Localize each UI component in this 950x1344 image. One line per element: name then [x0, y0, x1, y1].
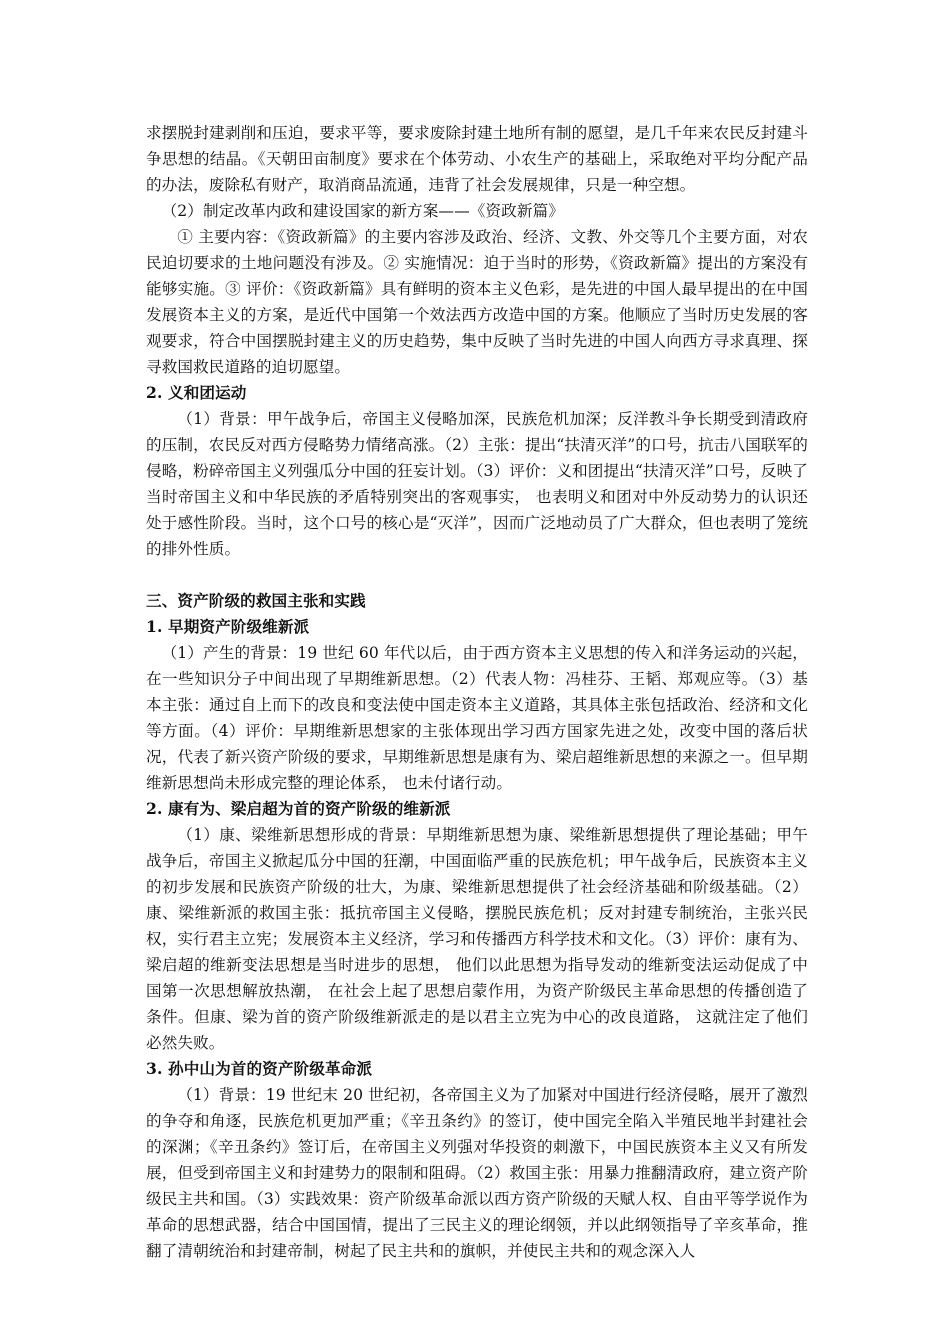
paragraph-zizheng-xinpian: ① 主要内容：《资政新篇》的主要内容涉及政治、经济、文教、外交等几个主要方面，对农民迫切要求的土地问题没有涉及。② 实施情况：迫于当时的形势，《资政新篇》提出的方案没有能够实施。③ 评价：《资政新篇》具有鲜明的资本主义色彩，是先进的中国人最早提出的在中国发展资本主义的方案，是近代中国第一个效法西方改造中国的方案。他顺应了当时历史发展的客观要求，符合中国摆脱封建主义的历史趋势，集中反映了当时先进的中国人向西方寻求真理、探寻救国救民道路的迫切愿望。: [146, 228, 808, 376]
paragraph-boxer-movement: （1）背景：甲午战争后，帝国主义侵略加深，民族危机加深；反洋教斗争长期受到清政府的压制，农民反对西方侵略势力情绪高涨。（2）主张：提出“扶清灭洋”的口号，抗击八国联军的侵略，粉碎帝国主义列强瓜分中国的狂妄计划。（3）评价：义和团提出“扶清灭洋”口号，反映了当时帝国主义和中华民族的矛盾特别突出的客观事实， 也表明义和团对中外反动势力的认识还处于感性阶段。当时，这个口号的核心是“灭洋”，因而广泛地动员了广大群众，但也表明了笼统的排外性质。: [146, 410, 808, 558]
paragraph-early-reformists: （1）产生的背景：19 世纪 60 年代以后，由于西方资本主义思想的传入和洋务运动的兴起，在一些知识分子中间出现了早期维新思想。（2）代表人物：冯桂芬、王韬、郑观应等。（3）基本主张：通过自上而下的改良和变法使中国走资本主义道路，其具体主张包括政治、经济和文化等方面。（4）评价：早期维新思想家的主张体现出学习西方国家先进之处，改变中国的落后状况，代表了新兴资产阶级的要求，早期维新思想是康有为、梁启超维新思想的来源之一。但早期维新思想尚未形成完整的理论体系， 也未付诸行动。: [146, 644, 808, 792]
heading-kang-liang: 2. 康有为、梁启超为首的资产阶级的维新派: [146, 799, 451, 818]
section-title-bourgeois: 三、资产阶级的救国主张和实践: [146, 591, 366, 610]
heading-early-reformists: 1. 早期资产阶级维新派: [146, 617, 310, 636]
heading-sun-yatsen: 3. 孙中山为首的资产阶级革命派: [146, 1059, 373, 1078]
document-page: [146, 120, 808, 1264]
paragraph-taiping-evaluation: 求摆脱封建剥削和压迫，要求平等，要求废除封建土地所有制的愿望，是几千年来农民反封建斗争思想的结晶。《天朝田亩制度》要求在个体劳动、小农生产的基础上，采取绝对平均分配产品的办法，废除私有财产，取消商品流通，违背了社会发展规律，只是一种空想。: [146, 124, 808, 194]
blank-line: [146, 562, 808, 588]
paragraph-kang-liang: （1）康、梁维新思想形成的背景：早期维新思想为康、梁维新思想提供了理论基础；甲午战争后，帝国主义掀起瓜分中国的狂潮，中国面临严重的民族危机；甲午战争后，民族资本主义的初步发展和民族资产阶级的壮大，为康、梁维新思想提供了社会经济基础和阶级基础。（2）康、梁维新派的救国主张：抵抗帝国主义侵略，摆脱民族危机；反对封建专制统治，主张兴民权，实行君主立宪；发展资本主义经济，学习和传播西方科学技术和文化。（3）评价：康有为、梁启超的维新变法思想是当时进步的思想， 他们以此思想为指导发动的维新变法运动促成了中国第一次思想解放热潮， 在社会上起了思想启蒙作用，为资产阶级民主革命思想的传播创造了条件。但康、梁为首的资产阶级维新派走的是以君主立宪为中心的改良道路， 这就注定了他们必然失败。: [146, 826, 808, 1052]
subheading-zizheng-xinpian: （2）制定改革内政和建设国家的新方案——《资政新篇》: [161, 202, 564, 220]
paragraph-sun-yatsen: （1）背景：19 世纪末 20 世纪初，各帝国主义为了加紧对中国进行经济侵略，展开了激烈的争夺和角逐，民族危机更加严重；《辛丑条约》的签订，使中国完全陷入半殖民地半封建社会的深渊；《辛丑条约》签订后，在帝国主义列强对华投资的刺激下，中国民族资本主义又有所发展，但受到帝国主义和封建势力的限制和阻碍。（2）救国主张：用暴力推翻清政府，建立资产阶级民主共和国。（3）实践效果：资产阶级革命派以西方资产阶级的天赋人权、自由平等学说作为革命的思想武器，结合中国国情，提出了三民主义的理论纲领，并以此纲领指导了辛亥革命，推翻了清朝统治和封建帝制，树起了民主共和的旗帜，并使民主共和的观念深入人: [146, 1086, 808, 1260]
heading-boxer-movement: 2. 义和团运动: [146, 383, 247, 402]
